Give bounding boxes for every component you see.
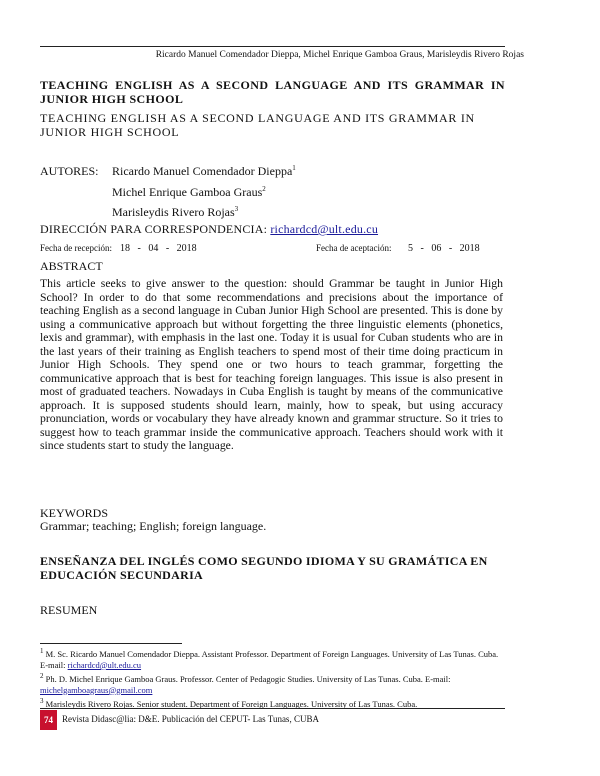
- resumen-heading: RESUMEN: [40, 603, 98, 617]
- abstract-text: This article seeks to give answer to the question: should Grammar be taught in Junior High School? In order to do that some recommendations and precisions about the importance of teaching English as a second language in Cuban Junior High School are presented. This is done by using a communicative approach but without forgetting the three linguistic elements (phonetics, lexis and grammar), with emphasis in the last one. Today it is usual for Cuban students who are in the last years of their training as English teachers to spend most of their time doing practicum in Junior High Schools. They spend one or two hours to teach grammar, forgetting the communicative approach that is best for teaching foreign languages. This issue is also present in most of graduated teachers. Nowadays in Cuba English is taught by means of the communicative approach. It is supposed students should learn, mainly, how to speak, but using accuracy pronunciation, words or vocabulary they have already known and grammar structure. So it tries to suggest how to teach grammar inside the communicative approach. Teachers should work with it since students start to study the language.: [40, 277, 503, 452]
- author-name: Michel Enrique Gamboa Graus$^2$: [112, 185, 266, 199]
- correspondence: [40, 222, 378, 237]
- header-rule: [40, 46, 505, 47]
- running-header: Ricardo Manuel Comendador Dieppa, Michel Enrique Gamboa Graus, Marisleydis Rivero Rojas: [155, 50, 524, 60]
- spanish-title: ENSEÑANZA DEL INGLÉS COMO SEGUNDO IDIOMA Y SU GRAMÁTICA EN EDUCACIÓN SECUNDARIA: [40, 554, 488, 582]
- footnote: $^3$ Marisleydis Rivero Rojas. Senior student. Department of Foreign Languages. University of Las Tunas. Cuba.: [40, 696, 418, 709]
- authors-label: AUTORES:: [40, 164, 99, 178]
- correspondence-email-link[interactable]: richardcd@ult.edu.cu: [270, 222, 379, 236]
- page-number: 74: [40, 710, 57, 730]
- keywords-heading: KEYWORDS: [40, 506, 108, 520]
- article-title-plain: TEACHING ENGLISH AS A SECOND LANGUAGE AND ITS GRAMMAR IN JUNIOR HIGH SCHOOL: [40, 111, 475, 139]
- footnote-email-link[interactable]: michelgamboagraus@gmail.com: [40, 684, 153, 695]
- correspondence-label: DIRECCIÓN PARA CORRESPONDENCIA:: [40, 222, 268, 236]
- accepted-date: 5 - 06 - 2018: [408, 243, 480, 254]
- article-title: TEACHING ENGLISH AS A SECOND LANGUAGE AND ITS GRAMMAR IN JUNIOR HIGH SCHOOL: [40, 78, 505, 106]
- footnote: $^2$ Ph. D. Michel Enrique Gamboa Graus. Professor. Center of Pedagogic Studies. University of Las Tunas. Cuba. E-mail: michelgamboagraus@gmail.com: [40, 671, 451, 695]
- keywords-text: Grammar; teaching; English; foreign language.: [40, 519, 267, 533]
- abstract-heading: ABSTRACT: [40, 259, 103, 273]
- received-date: 18 - 04 - 2018: [120, 243, 197, 254]
- accepted-label: Fecha de aceptación:: [316, 243, 392, 253]
- footnote-rule: [40, 643, 182, 644]
- received-label: Fecha de recepción:: [40, 243, 112, 253]
- author-name: Marisleydis Rivero Rojas$^3$: [112, 205, 239, 219]
- footnote: $^1$ M. Sc. Ricardo Manuel Comendador Dieppa. Assistant Professor. Department of Foreign Languages. University of Las Tunas. Cuba. E-mail: richardcd@ult.edu.cu: [40, 647, 499, 670]
- author-name: Ricardo Manuel Comendador Dieppa$^1$: [112, 164, 296, 178]
- journal-footer: Revista Didasc@lia: D&E. Publicación del CEPUT- Las Tunas, CUBA: [62, 714, 319, 724]
- footnotes: [40, 646, 505, 709]
- footer-rule: [40, 708, 505, 709]
- footnote-email-link[interactable]: richardcd@ult.edu.cu: [67, 659, 142, 670]
